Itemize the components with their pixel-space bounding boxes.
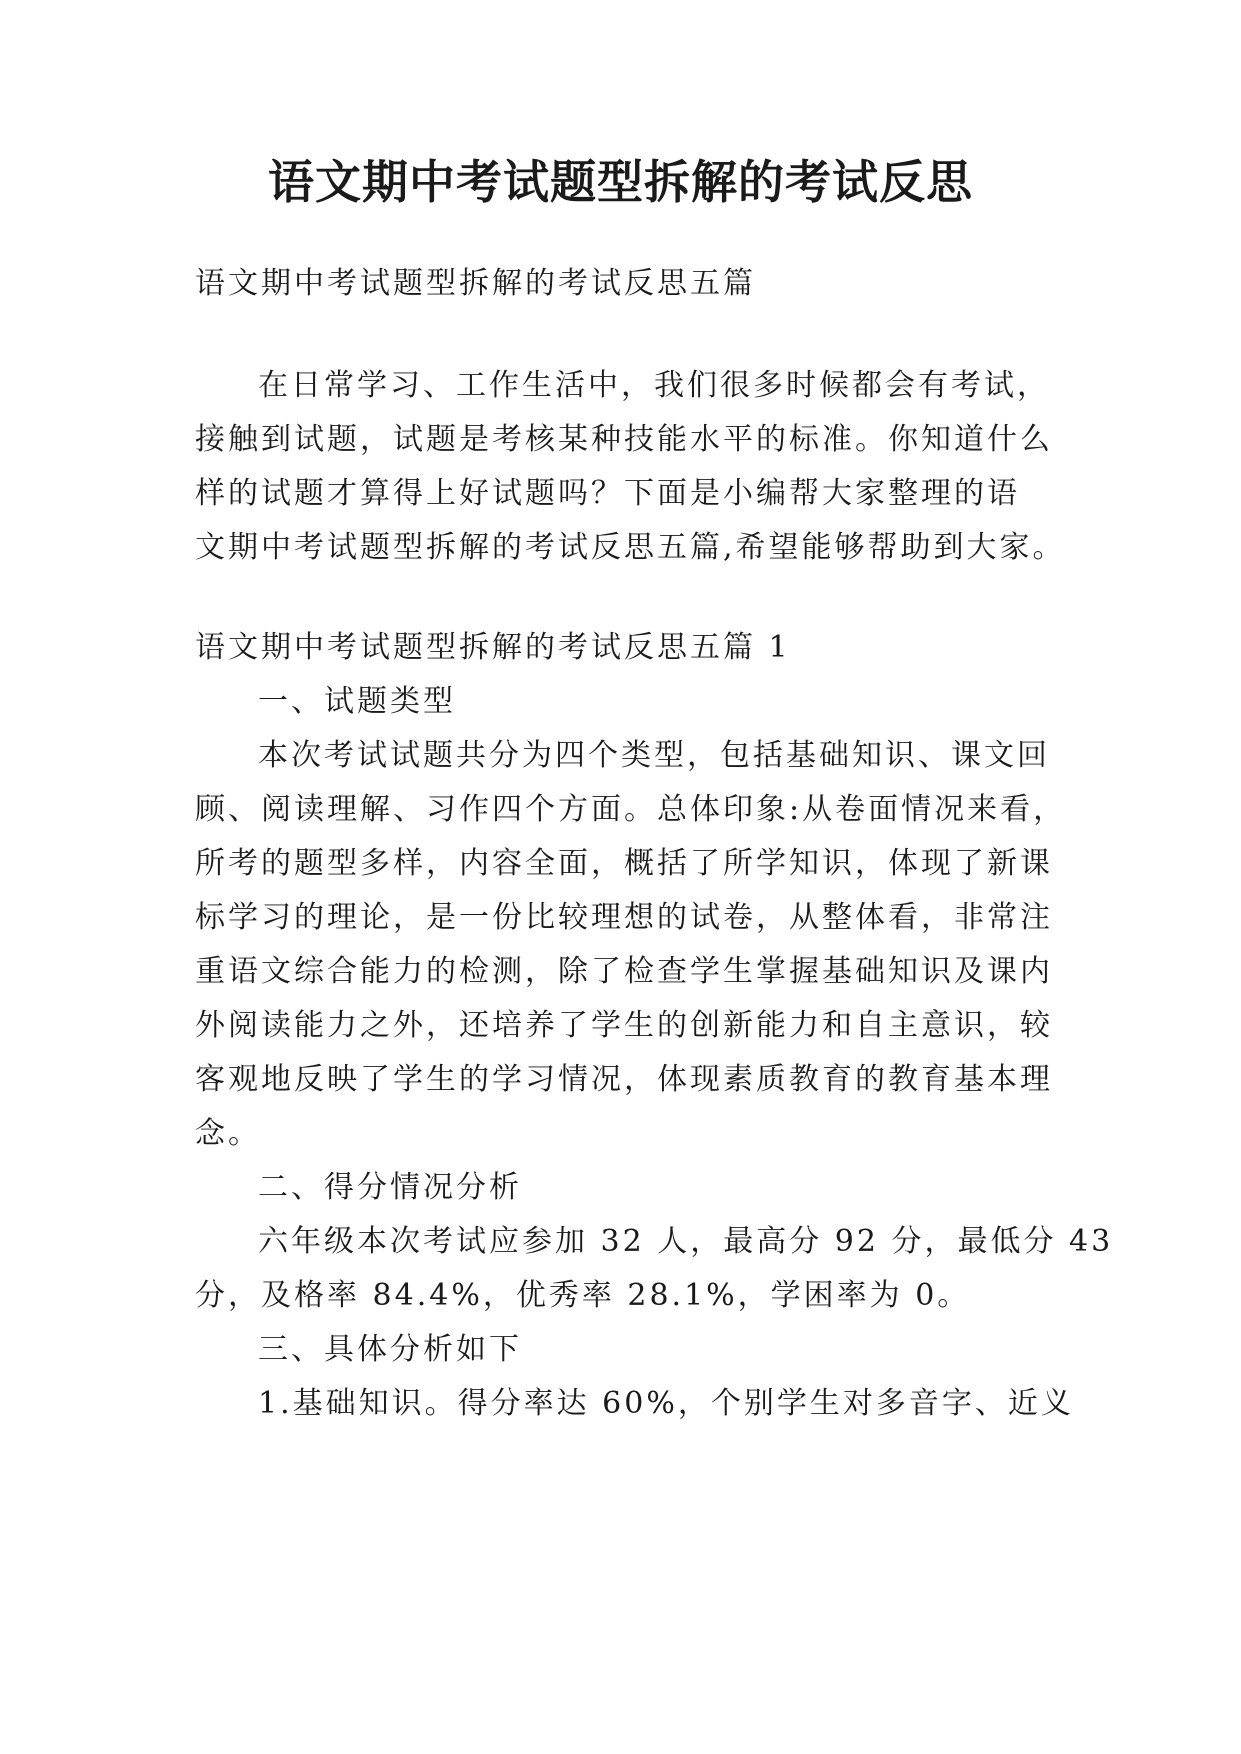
part2-line: 六年级本次考试应参加 32 人，最高分 92 分，最低分 43 (258, 1224, 1114, 1259)
document-subtitle: 语文期中考试题型拆解的考试反思五篇 (195, 266, 756, 301)
part2-heading: 二、得分情况分析 (258, 1170, 522, 1205)
document-title: 语文期中考试题型拆解的考试反思 (268, 155, 973, 209)
part1-line: 所考的题型多样，内容全面，概括了所学知识，体现了新课 (195, 846, 1053, 881)
part1-line: 外阅读能力之外，还培养了学生的创新能力和自主意识，较 (195, 1008, 1053, 1043)
part1-line: 顾、阅读理解、习作四个方面。总体印象:从卷面情况来看， (195, 792, 1067, 827)
section-heading: 语文期中考试题型拆解的考试反思五篇 1 (195, 630, 791, 665)
part3-heading: 三、具体分析如下 (258, 1332, 522, 1367)
part2-line: 分，及格率 84.4%，优秀率 28.1%，学困率为 0。 (195, 1278, 971, 1313)
part1-line: 本次考试试题共分为四个类型，包括基础知识、课文回 (258, 738, 1050, 773)
part1-heading: 一、试题类型 (258, 684, 456, 719)
part1-line: 重语文综合能力的检测，除了检查学生掌握基础知识及课内 (195, 954, 1053, 989)
intro-line: 接触到试题，试题是考核某种技能水平的标准。你知道什么 (195, 422, 1053, 457)
intro-line: 样的试题才算得上好试题吗？下面是小编帮大家整理的语 (195, 476, 1020, 511)
part1-line: 标学习的理论，是一份比较理想的试卷，从整体看，非常注 (195, 900, 1053, 935)
part1-line: 念。 (195, 1116, 261, 1151)
intro-line: 在日常学习、工作生活中，我们很多时候都会有考试， (258, 368, 1050, 403)
part1-line: 客观地反映了学生的学习情况，体现素质教育的教育基本理 (195, 1062, 1053, 1097)
part3-line: 1.基础知识。得分率达 60%，个别学生对多音字、近义 (258, 1386, 1074, 1421)
intro-line: 文期中考试题型拆解的考试反思五篇,希望能够帮助到大家。 (195, 530, 1066, 565)
